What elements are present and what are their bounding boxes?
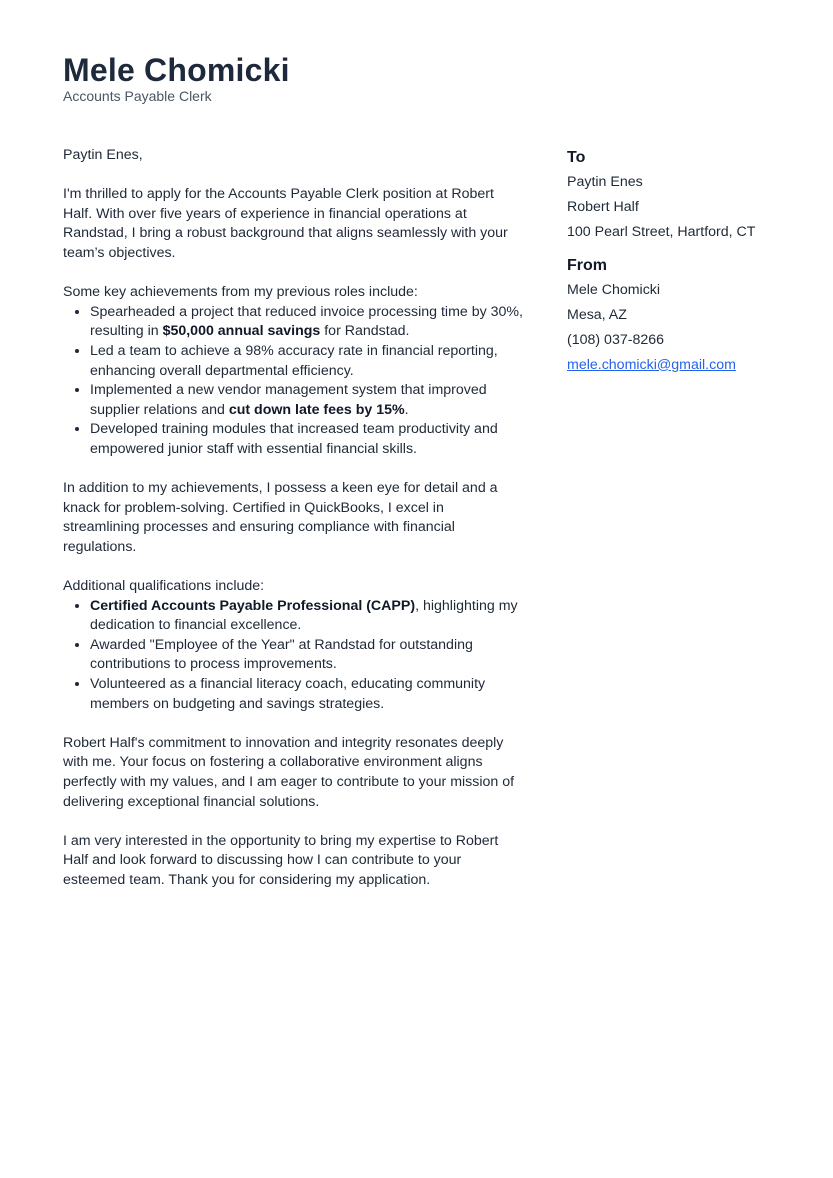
applicant-title: Accounts Payable Clerk bbox=[63, 88, 212, 104]
recipient-name: Paytin Enes bbox=[567, 174, 643, 190]
sender-email-link[interactable]: mele.chomicki@gmail.com bbox=[567, 356, 736, 373]
achievements-list bbox=[63, 303, 523, 460]
applicant-name: Mele Chomicki bbox=[63, 52, 290, 88]
list-item: • Awarded "Employee of the Year" at Randstad for outstanding contributions to process improvements. bbox=[90, 636, 523, 675]
qualifications-list bbox=[63, 597, 523, 715]
qualifications-intro: Additional qualifications include: bbox=[63, 578, 265, 595]
sender-name: Mele Chomicki bbox=[567, 282, 661, 299]
recipient-company: Robert Half bbox=[567, 198, 639, 215]
closing-paragraph: I am very interested in the opportunity to bring my expertise to Robert Half and look forward to discussing how I can contribute to your esteemed team. Thank you for considering my application. bbox=[63, 832, 499, 888]
list-item: • Developed training modules that increased team productivity and empowered junior staff with essential financial skills. bbox=[90, 420, 523, 459]
recipient-address: 100 Pearl Street, Hartford, CT bbox=[567, 223, 756, 240]
company-paragraph: Robert Half's commitment to innovation and integrity resonates deeply with me. Your focus on fostering a collaborative environment aligns perfectly with my values, and I am eager to contribute to your mission of delivering exceptional financial solutions. bbox=[63, 734, 515, 810]
list-item: • Led a team to achieve a 98% accuracy rate in financial reporting, enhancing overall departmental efficiency. bbox=[90, 342, 523, 381]
to-heading: To bbox=[567, 149, 586, 166]
list-item: • Implemented a new vendor management system that improved supplier relations and cut down late fees by 15%. bbox=[90, 381, 523, 420]
from-heading: From bbox=[567, 257, 607, 275]
list-item: • Volunteered as a financial literacy coach, educating community members on budgeting and savings strategies. bbox=[90, 675, 523, 714]
sender-location: Mesa, AZ bbox=[567, 307, 627, 324]
skills-paragraph: In addition to my achievements, I possess a keen eye for detail and a knack for problem-solving. Certified in QuickBooks, I excel in streamlining processes and ensuring compliance with financial regulations. bbox=[63, 480, 498, 555]
intro-paragraph: I'm thrilled to apply for the Accounts Payable Clerk position at Robert Half. With over five years of experience in financial operations at Randstad, I bring a robust background that aligns seamlessly with your team’s objectives. bbox=[63, 186, 508, 261]
salutation: Paytin Enes, bbox=[63, 147, 143, 163]
letter-body bbox=[63, 146, 523, 910]
list-item: • Certified Accounts Payable Professional (CAPP), highlighting my dedication to financial excellence. bbox=[90, 597, 523, 636]
achievements-intro: Some key achievements from my previous roles include: bbox=[63, 284, 418, 301]
list-item: • Spearheaded a project that reduced invoice processing time by 30%, resulting in $50,000 annual savings for Randstad. bbox=[90, 303, 523, 342]
sender-phone: (108) 037-8266 bbox=[567, 331, 665, 348]
contact-sidebar bbox=[567, 146, 807, 378]
